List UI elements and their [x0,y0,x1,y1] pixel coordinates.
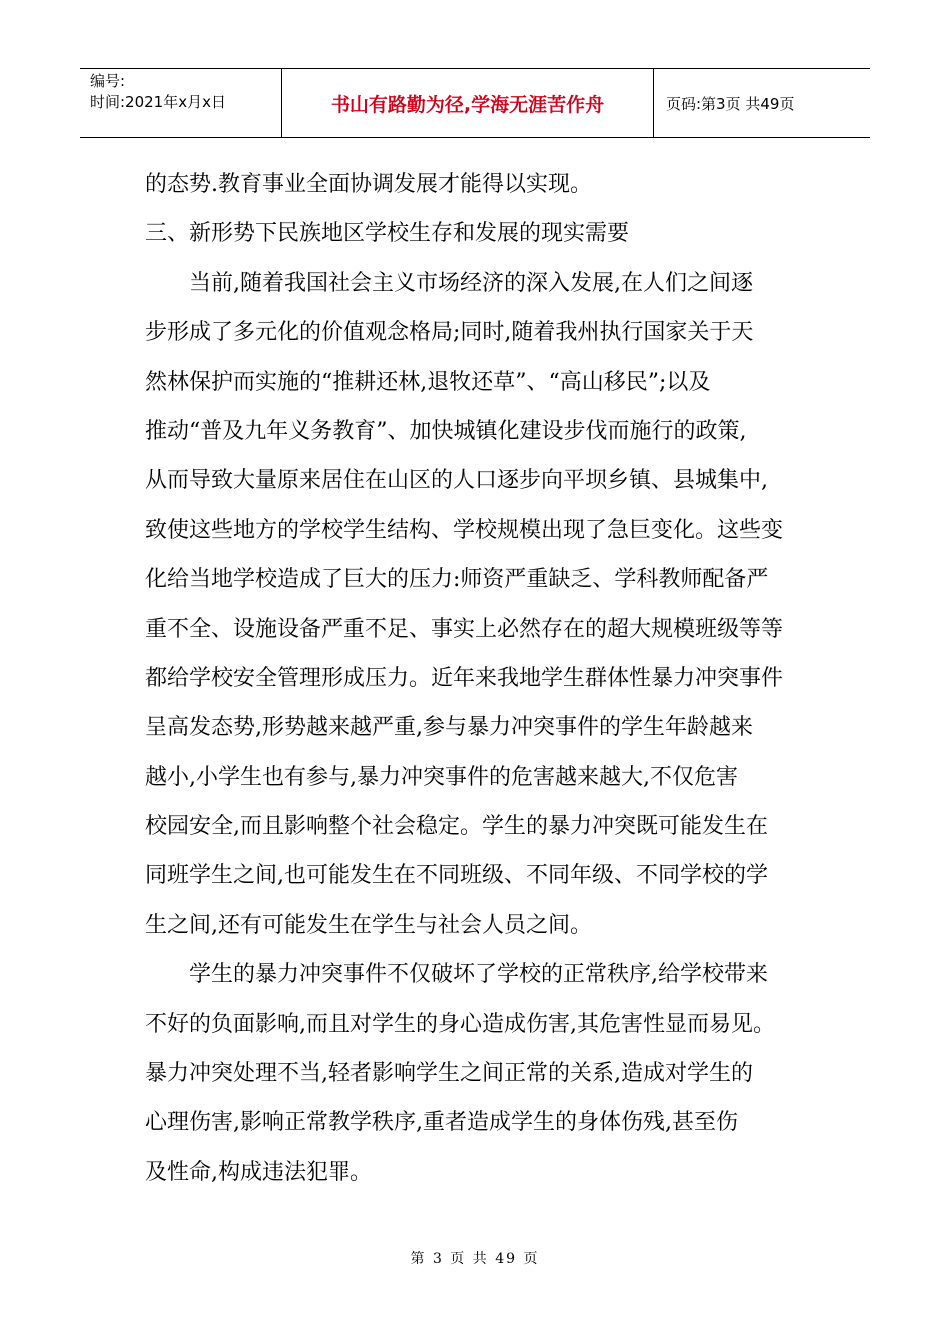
body-line: 重不全、设施设备严重不足、事实上必然存在的超大规模班级等等 [145,616,784,642]
body-line: 校园安全,而且影响整个社会稳定。学生的暴力冲突既可能发生在 [145,814,768,840]
body-line: 然林保护而实施的“推耕还林,退牧还草”、“高山移民”;以及 [145,369,711,395]
body-line: 心理伤害,影响正常教学秩序,重者造成学生的身体伤残,甚至伤 [145,1110,738,1136]
body-line: 同班学生之间,也可能发生在不同班级、不同年级、不同学校的学 [145,863,768,889]
body-line: 生之间,还有可能发生在学生与社会人员之间。 [145,912,592,938]
body-line: 暴力冲突处理不当,轻者影响学生之间正常的关系,造成对学生的 [145,1061,753,1087]
document-body [145,160,813,1197]
header-meta-cell [80,69,282,137]
header-motto: 书山有路勤为径,学海无涯苦作舟 [282,69,654,137]
body-line: 从而导致大量原来居住在山区的人口逐步向平坝乡镇、县城集中, [145,468,768,494]
body-line: 推动“普及九年义务教育”、加快城镇化建设步伐而施行的政策, [145,418,747,444]
body-line: 及性命,构成违法犯罪。 [145,1159,372,1185]
body-line: 学生的暴力冲突事件不仅破坏了学校的正常秩序,给学校带来 [189,962,768,988]
body-line: 当前,随着我国社会主义市场经济的深入发展,在人们之间逐 [189,270,753,296]
body-line: 越小,小学生也有参与,暴力冲突事件的危害越来越大,不仅危害 [145,764,738,790]
body-line: 三、新形势下民族地区学校生存和发展的现实需要 [145,221,630,247]
page-footer: 第 3 页 共 49 页 [410,1251,540,1267]
time-label: 时间:2021年x月x日 [90,93,226,111]
body-line: 呈高发态势,形势越来越严重,参与暴力冲突事件的学生年龄越来 [145,715,753,741]
body-line: 不好的负面影响,而且对学生的身心造成伤害,其危害性显而易见。 [145,1011,775,1037]
body-line: 都给学校安全管理形成压力。近年来我地学生群体性暴力冲突事件 [145,665,784,691]
body-line: 步形成了多元化的价值观念格局;同时,随着我州执行国家关于天 [145,320,754,346]
header-page-info: 页码:第3页 共49页 [666,94,795,113]
body-line: 的态势.教育事业全面协调发展才能得以实现。 [145,172,592,197]
body-line: 致使这些地方的学校学生结构、学校规模出现了急巨变化。这些变 [145,517,784,543]
body-line: 化给当地学校造成了巨大的压力:师资严重缺乏、学科教师配备严 [145,567,769,593]
serial-label: 编号: [90,72,126,90]
page-header [80,68,870,138]
